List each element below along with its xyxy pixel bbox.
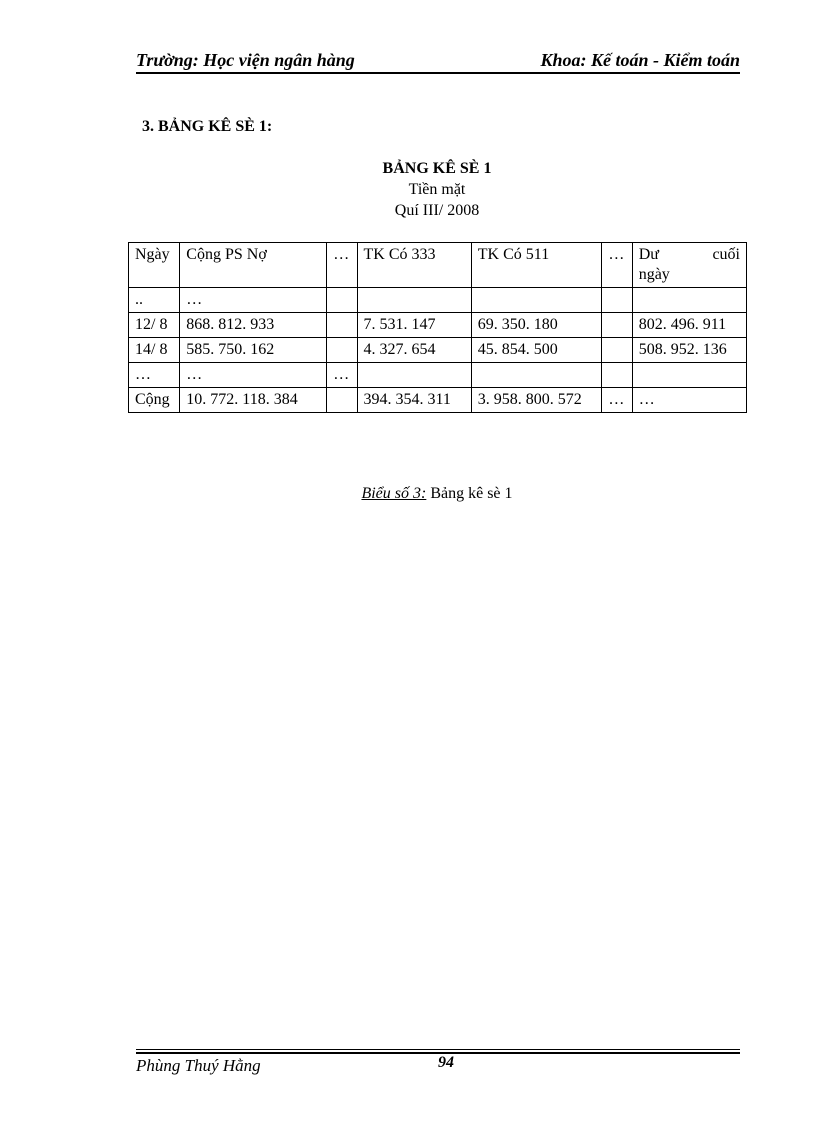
table-cell: 10. 772. 118. 384	[180, 388, 327, 413]
table-total-row	[129, 388, 747, 413]
table-cell: …	[129, 363, 180, 388]
table-cell	[602, 363, 632, 388]
footer-rule	[136, 1049, 740, 1050]
table-cell: ..	[129, 288, 180, 313]
table-cell: 69. 350. 180	[471, 313, 602, 338]
header-faculty: Khoa: Kế toán - Kiểm toán	[540, 50, 740, 70]
table-cell	[471, 288, 602, 313]
table-cell: 394. 354. 311	[357, 388, 471, 413]
header-cell: …	[602, 243, 632, 288]
header-cell: TK Có 333	[357, 243, 471, 288]
header-cell: …	[327, 243, 357, 288]
table-cell: …	[602, 388, 632, 413]
table-cell: …	[180, 363, 327, 388]
header-cell: Ngày	[129, 243, 180, 288]
document-title: BẢNG KÊ SÈ 1	[382, 160, 492, 177]
table-cell: 868. 812. 933	[180, 313, 327, 338]
page-number: 94	[438, 1054, 454, 1071]
table-cell: 45. 854. 500	[471, 338, 602, 363]
header-cell-balance: Dư cuối ngày	[632, 243, 746, 288]
table-cell	[357, 288, 471, 313]
ledger-table	[128, 242, 747, 413]
table-row	[129, 288, 747, 313]
table-cell: 4. 327. 654	[357, 338, 471, 363]
table-cell	[471, 363, 602, 388]
figure-caption	[128, 485, 746, 503]
header-school: Trường: Học viện ngân hàng	[136, 50, 355, 70]
table-cell	[327, 388, 357, 413]
table-row	[129, 363, 747, 388]
table-cell: 3. 958. 800. 572	[471, 388, 602, 413]
table-cell	[357, 363, 471, 388]
table-cell: 508. 952. 136	[632, 338, 746, 363]
table-cell	[602, 338, 632, 363]
table-cell: 14/ 8	[129, 338, 180, 363]
table-cell	[632, 288, 746, 313]
document-period: Quí III/ 2008	[394, 202, 480, 219]
document-subtitle: Tiền mặt	[408, 181, 466, 198]
table-cell: 12/ 8	[129, 313, 180, 338]
table-cell: …	[180, 288, 327, 313]
caption-text: Bảng kê sè 1	[426, 485, 513, 502]
header-rule	[136, 72, 740, 74]
table-cell	[632, 363, 746, 388]
table-row	[129, 313, 747, 338]
header-cell: TK Có 511	[471, 243, 602, 288]
table-cell	[327, 288, 357, 313]
table-cell: Cộng	[129, 388, 180, 413]
table-cell: 802. 496. 911	[632, 313, 746, 338]
page-header	[136, 50, 740, 72]
table-row	[129, 338, 747, 363]
table-cell	[327, 338, 357, 363]
table-cell	[602, 313, 632, 338]
table-cell: 7. 531. 147	[357, 313, 471, 338]
caption-label: Biểu số 3:	[361, 485, 427, 502]
table-header-row	[129, 243, 747, 288]
table-cell: …	[327, 363, 357, 388]
section-title: 3. BẢNG KÊ SÈ 1:	[142, 118, 273, 135]
header-cell: Cộng PS Nợ	[180, 243, 327, 288]
table-cell	[327, 313, 357, 338]
table-cell: 585. 750. 162	[180, 338, 327, 363]
table-cell	[602, 288, 632, 313]
footer-author: Phùng Thuý Hằng	[136, 1056, 261, 1075]
table-cell: …	[632, 388, 746, 413]
